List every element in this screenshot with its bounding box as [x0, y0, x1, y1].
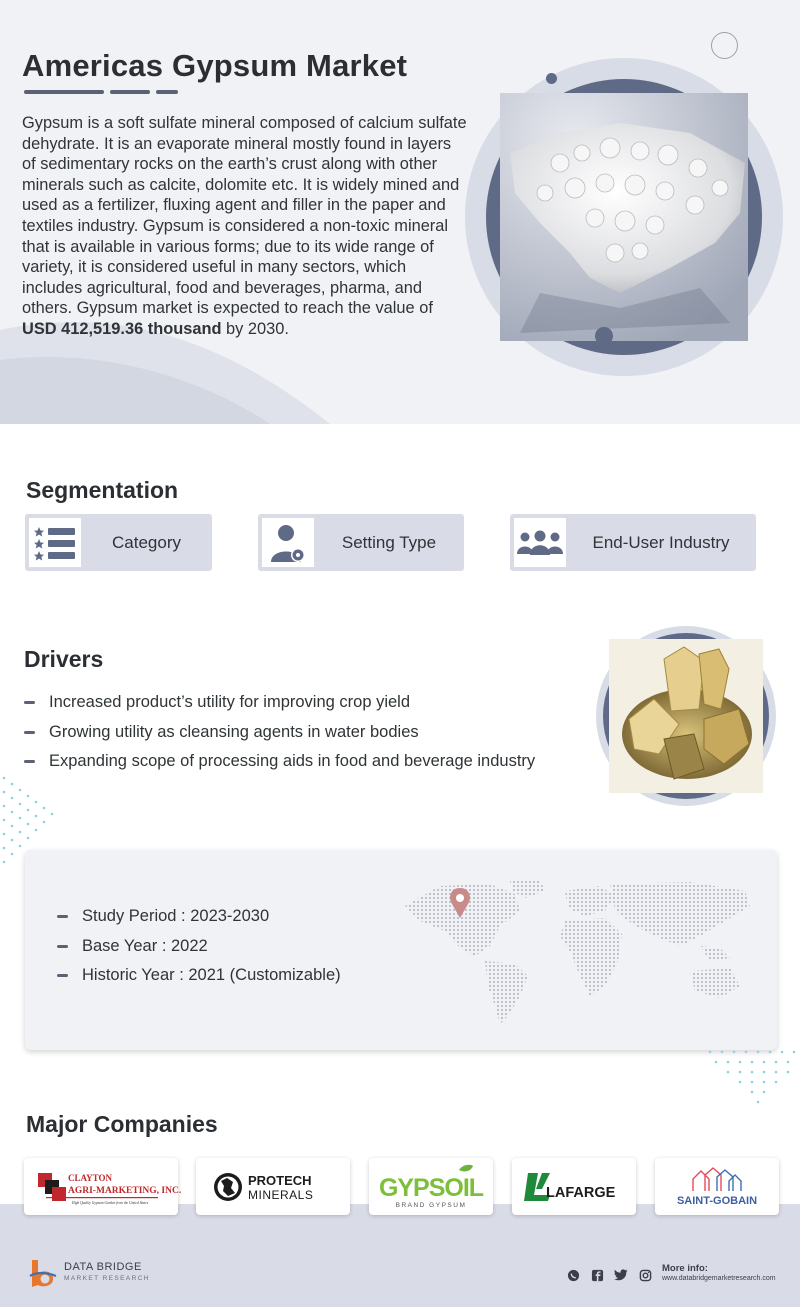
dots-decoration — [700, 1046, 800, 1106]
world-map-dotted — [400, 876, 755, 1026]
driver-text: Increased product’s utility for improving crop yield — [49, 693, 411, 712]
clayton-line2: AGRI-MARKETING, INC. — [68, 1185, 182, 1196]
user-gear-icon — [262, 518, 314, 567]
drivers-list — [24, 688, 535, 777]
group-icon — [514, 518, 566, 567]
brand-line1: DATA BRIDGE — [64, 1261, 142, 1273]
description-text: Gypsum is a soft sulfate mineral composed of calcium sulfate dehydrate. It is an evaporate mineral mostly found in layers of sedimentary rocks on the earth’s crust along with other minerals such as calcite, dolomite etc. It is widely mined and used as a fertilizer, fluxing agent and filler in the paper and textiles industry. Gypsum is considered a non-toxic mineral that is available in various forms; due to its wide range of variety, it is considered useful in many sectors, which includes agricultural, food and beverages, pharma, and others. Gypsum market is expected to reach the value of — [22, 114, 467, 318]
whatsapp-icon[interactable] — [566, 1268, 580, 1282]
logo-clayton — [24, 1158, 182, 1215]
base-year: Base Year : 2022 — [82, 936, 208, 955]
gypsoil-line1: GYPSOIL — [378, 1173, 484, 1202]
list-item — [57, 932, 341, 962]
drivers-heading: Drivers — [24, 646, 104, 672]
gypsoil-line2: BRAND GYPSUM — [395, 1201, 467, 1209]
segment-label: Category — [112, 532, 181, 552]
clayton-line1: CLAYTON — [68, 1172, 113, 1183]
logo-gypsoil — [369, 1158, 493, 1215]
description-suffix: by 2030. — [221, 319, 289, 338]
list-item — [24, 718, 535, 748]
decorative-dot — [595, 327, 613, 345]
saint-gobain-text: SAINT-GOBAIN — [676, 1194, 758, 1207]
segment-card-end-user-industry — [510, 514, 756, 571]
driver-text: Expanding scope of processing aids in food and beverage industry — [49, 752, 536, 771]
twitter-icon[interactable] — [614, 1268, 628, 1282]
study-info-list — [57, 902, 341, 991]
companies-heading: Major Companies — [26, 1111, 218, 1137]
dash-bullet-icon — [57, 915, 68, 918]
segment-card-category — [25, 514, 212, 571]
list-item — [57, 961, 341, 991]
dash-bullet-icon — [24, 701, 35, 704]
market-value-highlight: USD 412,519.36 thousand — [22, 319, 222, 338]
dash-bullet-icon — [24, 760, 35, 763]
data-bridge-mark-icon — [28, 1258, 58, 1288]
list-stars-icon — [29, 518, 81, 567]
lafarge-text: LAFARGE — [546, 1184, 616, 1201]
historic-year: Historic Year : 2021 (Customizable) — [82, 966, 341, 985]
segmentation-heading: Segmentation — [26, 477, 179, 503]
dash-bullet-icon — [24, 731, 35, 734]
facebook-icon[interactable] — [590, 1268, 604, 1282]
data-bridge-logo — [28, 1258, 150, 1288]
logo-protech-minerals — [196, 1158, 350, 1215]
list-item — [57, 902, 341, 932]
more-info — [662, 1264, 776, 1284]
gypsum-crystal-photo — [609, 639, 763, 793]
social-links — [566, 1268, 652, 1282]
protech-line2: MINERALS — [248, 1187, 314, 1202]
segment-label: End-User Industry — [592, 532, 730, 552]
instagram-icon[interactable] — [638, 1268, 652, 1282]
list-item — [24, 747, 535, 777]
clayton-tagline: High Quality Gypsum Garden from the United States — [72, 1200, 149, 1205]
driver-text: Growing utility as cleansing agents in water bodies — [49, 722, 419, 741]
study-period: Study Period : 2023-2030 — [82, 907, 270, 926]
logo-saint-gobain — [655, 1158, 779, 1215]
logo-lafarge — [512, 1158, 636, 1215]
segment-card-setting-type — [258, 514, 464, 571]
dash-bullet-icon — [57, 945, 68, 948]
decorative-ring — [711, 32, 738, 59]
decorative-dot — [546, 73, 557, 84]
page-title: Americas Gypsum Market — [22, 48, 408, 83]
more-info-url[interactable]: www.databridgemarketresearch.com — [662, 1275, 776, 1282]
list-item — [24, 688, 535, 718]
gypsum-mineral-photo — [500, 93, 748, 341]
hero-description — [22, 113, 467, 340]
title-underline — [24, 90, 178, 94]
segment-label: Setting Type — [341, 532, 437, 552]
more-info-label: More info: — [662, 1263, 708, 1274]
brand-line2: MARKET RESEARCH — [64, 1275, 150, 1282]
protech-line1: PROTECH — [248, 1172, 312, 1188]
dash-bullet-icon — [57, 974, 68, 977]
